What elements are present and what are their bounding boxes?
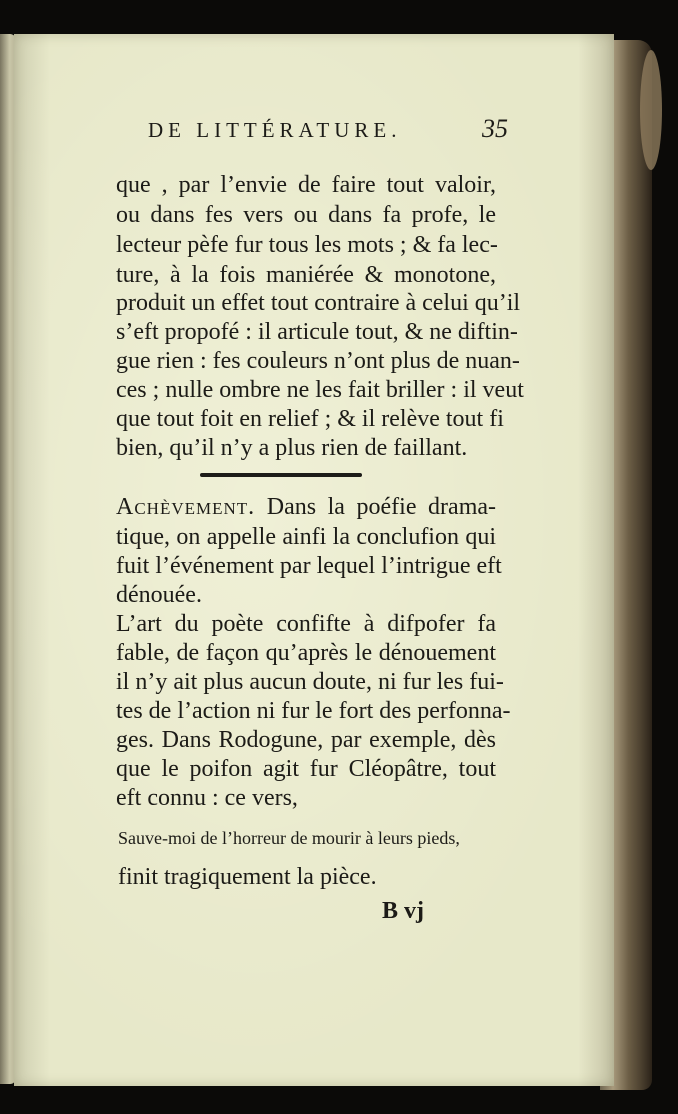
article-headword: Achèvement. [116,494,256,520]
text-line: que tout foit en relief ; & il relève tout fi [116,406,504,432]
text-line: s’eft propofé : il articule tout, & ne diftin- [116,319,518,345]
closing-line: finit tragiquement la pièce. [118,864,377,890]
text-line: dénouée. [116,582,202,608]
text-line: fable, de façon qu’après le dénouement [116,640,496,666]
text-line: ges. Dans Rodogune, par exemple, dès [116,727,496,753]
text-line: tes de l’action ni fur le fort des perfonna- [116,698,511,724]
text-line: produit un effet tout contraire à celui qu’il [116,290,521,316]
page-number: 35 [482,114,508,143]
text-line: gue rien : fes couleurs n’ont plus de nuan- [116,348,520,374]
article-first-line [116,492,496,522]
article-first-line-text: Dans la poéfie drama- [266,494,496,520]
text-line: ou dans fes vers ou dans fa profe, le [116,202,496,228]
text-line: lecteur pèfe fur tous les mots ; & fa lec- [116,232,498,258]
running-title: DE LITTÉRATURE. [148,118,402,142]
text-line: que le poifon agit fur Cléopâtre, tout [116,756,496,782]
text-line: il n’y ait plus aucun doute, ni fur les fui- [116,669,504,695]
text-line: bien, qu’il n’y a plus rien de faillant. [116,435,468,461]
quoted-verse: Sauve-moi de l’horreur de mourir à leurs pieds, [118,828,460,848]
text-line: eft connu : ce vers, [116,785,298,811]
section-divider [200,473,362,477]
text-line: ture, à la fois maniérée & monotone, [116,262,496,288]
page-header [148,114,508,144]
text-line: tique, on appelle ainfi la conclufion qui [116,524,496,550]
text-line: L’art du poète confifte à difpofer fa [116,611,496,637]
signature-mark: B vj [382,898,424,924]
text-line: ces ; nulle ombre ne les fait briller : il veut [116,377,524,403]
text-line: que , par l’envie de faire tout valoir, [116,172,496,198]
text-line: fuit l’événement par lequel l’intrigue eft [116,553,502,579]
